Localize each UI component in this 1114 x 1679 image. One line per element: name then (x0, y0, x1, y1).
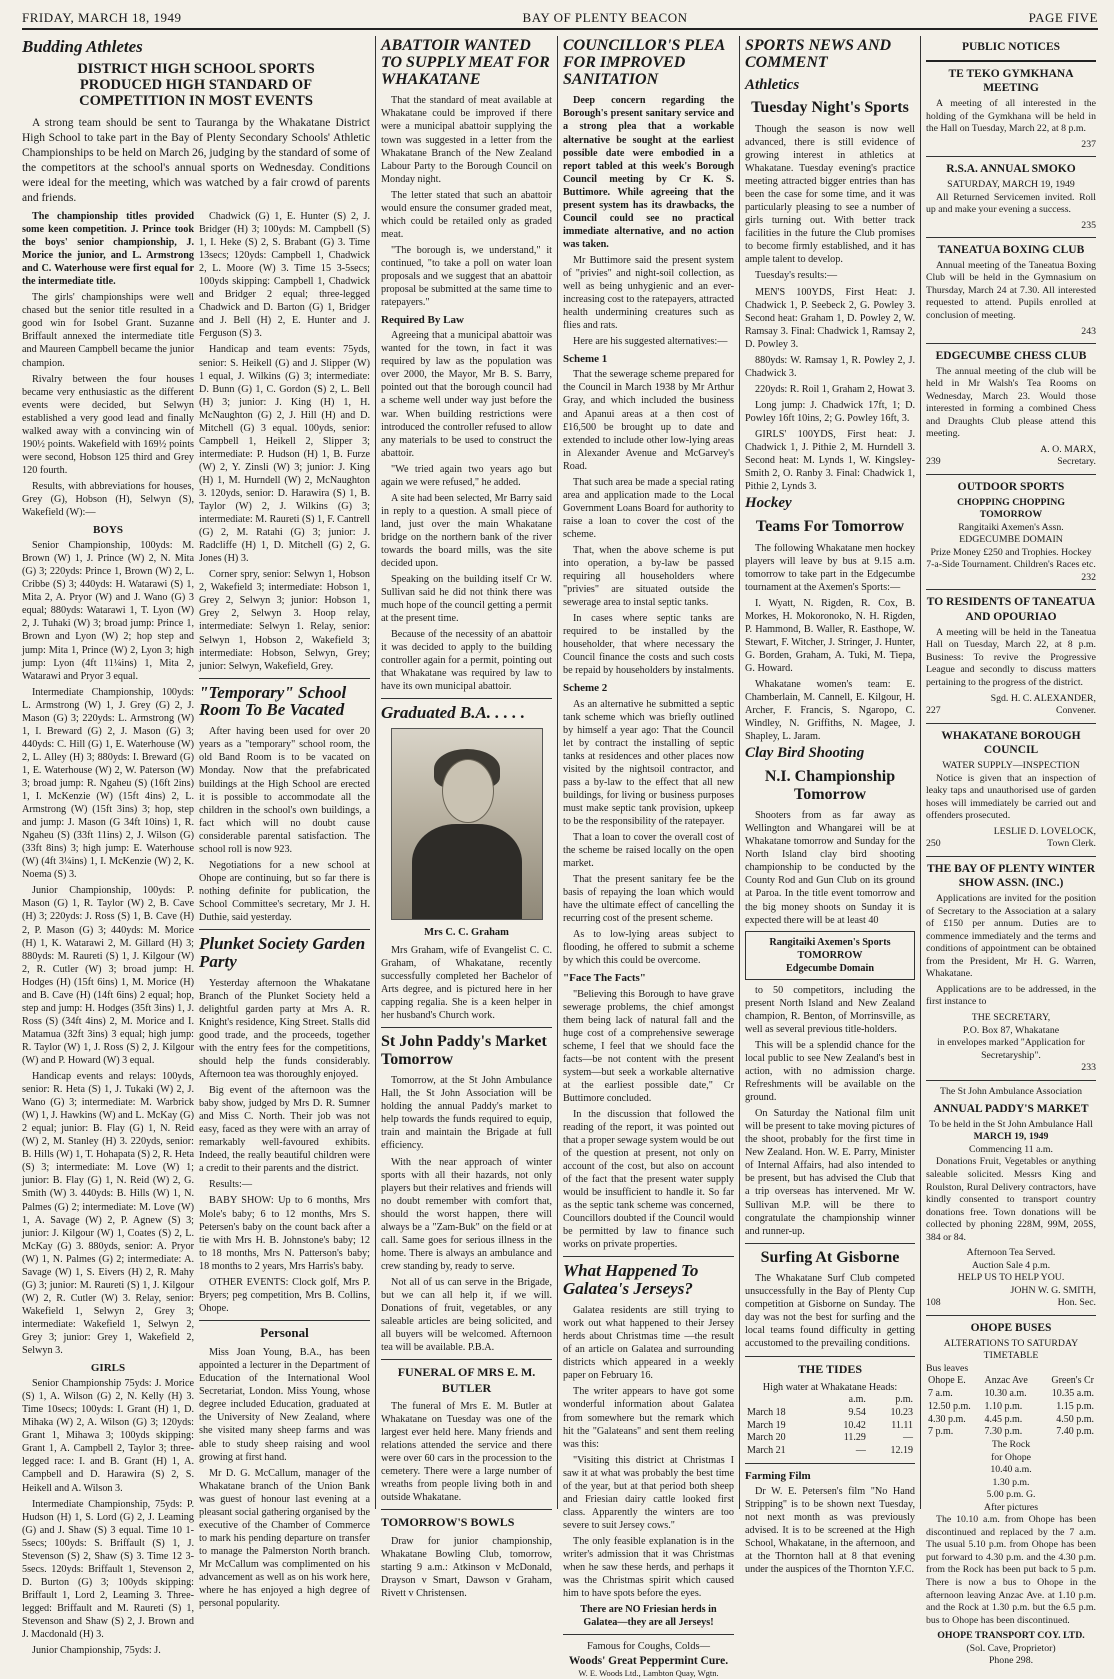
story-lead: Deep concern regarding the Borough's present sanitary service and a strong plea that a workable alternative be sought at the earliest possible date were embodied in a report tabled at this week's Borough Council meeting by Cr K. S. Buttimore. While agreeing that the present system has its drawbacks, the Council could see no practical immediate alternative, and no action was taken. (563, 95, 734, 250)
notice-text: Applications are to be addressed, in the first instance to (926, 983, 1096, 1008)
paragraph: Results:— (209, 1179, 253, 1191)
paragraph: The writer appears to have got some wonderful information about Galatea from somewhere but the remark which hit the "Galateans" and sent them reeling was this: (563, 1386, 734, 1450)
notice-text: The 10.10 a.m. from Ohope has been discontinued and replaced by the 7 a.m. The usual 5.10 p.m. from Ohope has been put forward to 4.30 p.m. and the 4.30 p.m. from the Rock has been put back to 5 p.m. There is now a bus to Ohope in the afternoon leaving Anzac Ave. at 1.10 p.m. and the Rock at 1.30 p.m. but the 6.5 p.m. bus to Ohope has been discontinued. (926, 1514, 1096, 1626)
rock-line: 10.40 a.m. (990, 1464, 1032, 1476)
tide-day: March 19 (747, 1419, 786, 1431)
column-3 (381, 36, 552, 1599)
portrait-photo (391, 728, 543, 920)
tide-pm: — (903, 1432, 913, 1444)
paragraph: "We tried again two years ago but again we were refused," he added. (381, 463, 552, 488)
headline-sports-news: SPORTS NEWS AND COMMENT (745, 37, 892, 71)
tide-am: 11.29 (843, 1432, 866, 1444)
axemen-advert (745, 931, 915, 980)
paragraph: Handicap and team events: 75yds, senior: S. Heikell (G) and J. Slipper (W) 1 equal, J. Wilkins (G) 3; intermediate: D. Bunn (G) 1, C. Gordon (S) 2, L. Bell (H) 3; junior: J. King (H) 1, H. McNaughton (G) 2, J. Hill (H) and D. Mitchell (G) 3 equal. 100yds, senior: Campbell 1, Heikell 2, Slipper 3; intermediate: P. Hudson (H) 1, B. Furze (W) 2, Y. Zinsli (W) 3; junior: J. King (H) 1, M. Hurndell (W) 2, McNaughton 3. 120yds, senior: D. Harawira (S) 1, B. Taylor (W) 2, J. Wilkins (G) 3; intermediate: M. Raureti (S) 1, F. Cantrell (G) 2, M. Ratahi (G) 3; junior: J. Radcliffe (H) 1, D. Mitchell (G) 2, G. Jones (H) 3. (199, 344, 370, 565)
headline-funeral: FUNERAL OF MRS E. M. BUTLER (397, 1365, 536, 1395)
advert-title: Rangitaiki Axemen's Sports (769, 936, 891, 948)
bus-col-header: Green's Cr (1051, 1375, 1094, 1387)
headline-graduated: Graduated B.A. . . . . (381, 703, 526, 723)
notice-line: Auction Sale 4 p.m. (971, 1259, 1051, 1271)
tide-day: March 18 (747, 1406, 786, 1418)
bus-time: 7.30 p.m. (984, 1426, 1023, 1438)
notice-footer (926, 456, 1096, 469)
notice-text: The annual meeting of the club will be held in Mr Walsh's Tea Rooms on Wednesday, March 23. Would those interested in forming a combined Chess and Draughts Club please attend this meeting. (926, 365, 1096, 440)
notice-number: 235 (1081, 219, 1096, 231)
notice-signature: LESLIE D. LOVELOCK, (993, 825, 1096, 837)
bus-time: 4.50 p.m. (1056, 1413, 1094, 1425)
paragraph: Mrs Graham, wife of Evangelist C. C. Graham, of Whakatane, recently successfully completed her Bachelor of Arts degree, and is pictured here in her capping regalia. She is a keen helper in her husband's Church work. (381, 944, 552, 1021)
paragraph: After having been used for over 20 years as a "temporary" school room, the old Band Room is to be vacated on Monday. Now that the prefabricated buildings at the High School are erected it is possible to accommodate all the children in the school's own buildings, a fact which will no doubt cause considerable parental satisfaction. The school roll is now 923. (199, 726, 370, 855)
paragraph: Miss Joan Young, B.A., has been appointed a lecturer in the Department of Education of the International Wool Secretariat, London. Miss Young, whose degree included Education, graduated at the University of New Zealand, where she visited many sheep farms and was able to study sheep raising and wool growing at first hand. (199, 1347, 370, 1463)
paragraph: Galatea residents are still trying to work out what happened to their Jersey herds about Christmas time —the result of an article on Galatea and surrounding districts which appeared in a weekly paper on February 16. (563, 1305, 734, 1382)
divider (745, 1243, 915, 1244)
notice-line: P.O. Box 87, Whakatane (962, 1024, 1060, 1036)
divider (926, 474, 1096, 475)
notice-title: WHAKATANE BOROUGH COUNCIL (941, 729, 1081, 757)
tides-am-header: a.m. (848, 1393, 866, 1405)
paper-name: BAY OF PLENTY BEACON (522, 10, 688, 25)
notice-number: 232 (1081, 571, 1096, 583)
divider (381, 1027, 552, 1028)
subhead-required-by-law: Required By Law (381, 314, 464, 327)
rock-line: After pictures (983, 1501, 1039, 1513)
paragraph: That a loan to cover the overall cost of the scheme be raised locally on the open market. (563, 831, 734, 870)
bus-time: 4.30 p.m. (928, 1413, 966, 1425)
rock-line: 5.00 p.m. G. (986, 1489, 1036, 1501)
notice-title: OHOPE BUSES (970, 1321, 1052, 1334)
kicker-athletics: Athletics (745, 76, 800, 93)
paragraph: As an alternative he submitted a septic tank scheme which was briefly outlined by himself a year ago: That the Council let by contract the installing of septic tanks at residences and other places now visited by the nightsoil contractor, and pass a by-law to the effect that all new buildings, for living or business purposes must make septic tank provision, upkeep to be the responsibility of the ratepayer. (563, 698, 734, 827)
table-row (745, 1420, 915, 1433)
paragraph: The Whakatane Surf Club competed unsuccessfully in the Bay of Plenty Cup competition at Gisborne on Sunday. The day was not the best for surfing and the local teams found difficulty in getting accustomed to the prevailing conditions. (745, 1273, 915, 1350)
headline-ni-championship: N.I. Championship Tomorrow (764, 768, 896, 803)
notice-title: The St John Ambulance Association (939, 1085, 1083, 1097)
column-6-notices (926, 36, 1096, 1667)
paragraph: Chadwick (G) 1, E. Hunter (S) 2, J. Bridger (H) 3; 100yds: M. Campbell (S) 1, I. Heke (S) 2, S. Brabant (G) 3. Time 13secs; 120yds: Campbell 1, Chadwick 2, L. Moore (W) 3. Time 15 3-5secs; 100yds skipping: Campbell 1, Chadwick and Bridger 2 equal; three-legged Chadwick and D. Barton (G) 1, Bridger and J. Bell (H) 2, E. Hunter and J. Ferguson (S) 3. (199, 211, 370, 340)
tide-am: — (855, 1445, 866, 1457)
column-rule (557, 36, 558, 1509)
divider (926, 237, 1096, 238)
notice-text: All Returned Servicemen invited. Roll up and make your evening a success. (926, 191, 1096, 216)
notice-signature: A. O. MARX, (1040, 443, 1096, 455)
paragraph: Though the season is now well advanced, there is still evidence of growing interest in athletics at Whakatane. Tuesday evening's practice meeting attracted bigger entries than has been the case for some time, and it was particularly pleasing to see a number of girls turning out. With better track facilities in the future the Club promises to become firmly established, and it has ample talent to develop. (745, 123, 915, 266)
bus-time: 10.30 a.m. (984, 1387, 1027, 1399)
paragraph: Intermediate Championship, 75yds: P. Hudson (H) 1, S. Lord (G) 2, J. Leaming (G) and J. Shaw (S) 3 equal. Time 10 1-5secs; 100yds: S. Briffault (S) 1, J. Stevenson (S) 2, Shaw (S) 3. Time 12 3-5secs. 120yds: Briffault 1, Stevenson 2, D. Burton (G) 3; 100yds skipping: Briffault 1, Lord 2, Leaming 3. Three-legged: Briffault and M. Raureti (S) 1, Stevenson and Shaw (S) 2, J. Brown and J. Macdonald (H) 3. (22, 1498, 194, 1641)
notice-role: Hon. Sec. (1057, 1297, 1096, 1309)
headline-surfing: Surfing At Gisborne (760, 1248, 900, 1266)
subhead-scheme-2: Scheme 2 (563, 682, 608, 695)
notice-line: TOMORROW (979, 509, 1043, 521)
paragraph: Intermediate Championship, 100yds: L. Armstrong (W) 1, J. Grey (G) 2, J. Mason (G) 3; 220yds: L. Armstrong (W) 1, I. Breward (G) 2, J. Mason (G) 3; 440yds: C. Hill (G) 1, E. Waterhouse (W) 2, L. Alley (H) 3; 880yds: I. Breward (G) 1, E. Waterhouse (W) 2, W. Paterson (W) 3; broad jump: R. Ngaheu (S) (16ft 2ins) 1, I. McKenzie (W) (15ft 4ins) 2, L. Armstrong (W) (15ft 3ins) 3; hop, step and jump: J. Mason (G 34ft 10ins) 1, R. Ngaheu (S) (33ft 11ins) 2, J. Wilson (G) (33ft 8ins) 3; high jump: E. Waterhouse (W) (4ft 3¼ins) 1, I. McKenzie (W) 2, K. Noema (S) 3. (22, 686, 194, 881)
notice-line: Prize Money £250 and Trophies. Hockey 7-a-Side Tournament. Children's Races etc. (926, 546, 1096, 571)
notice-text: Annual meeting of the Taneatua Boxing Club will be held in the Gymnasium on Thursday, March 24 at 7.30. All interested requested to attend. Pupils enrolled at conclusion of meeting. (926, 259, 1096, 321)
paragraph: Negotiations for a new school at Ohope are continuing, but so far there is nothing definite for publication, the School Committee's secretary, Mr J. H. Duthie, said yesterday. (199, 859, 370, 923)
table-row (745, 1445, 915, 1458)
tide-day: March 21 (747, 1445, 786, 1457)
paragraph: There are NO Friesian herds in Galatea—they are all Jerseys! (580, 1604, 717, 1629)
divider (926, 343, 1096, 344)
column-5 (745, 36, 915, 1576)
column-2 (199, 210, 370, 1610)
divider (926, 60, 1096, 62)
tide-am: 9.54 (848, 1406, 866, 1418)
paragraph: Results, with abbreviations for houses, Grey (G), Hobson (H), Selwyn (S), Wakefield (W):— (22, 480, 194, 519)
paragraph: Whakatane women's team: E. Chamberlain, M. Cannell, E. Kilgour, H. Archer, F. Francis, S. Ngaropo, C. Windley, N. Griffiths, N. Magee, J. Shapley, L. Jaram. (745, 679, 915, 743)
notice-signature: JOHN W. G. SMITH, (1010, 1284, 1096, 1296)
paragraph: The following Whakatane men hockey players will leave by bus at 9.15 a.m. tomorrow to take part in the Edgecumbe tournament at the Axemen's Sports:— (745, 542, 915, 593)
paragraph: Corner spry, senior: Selwyn 1, Hobson 2, Wakefield 3; intermediate: Hobson 1, Grey 2, Selwyn 3; junior: Hobson 1, Grey 2, Selwyn 3. Hoop relay, intermediate: Selwyn 1. Relay, senior: Selwyn 1, Hobson 2, Wakefield 3; intermediate: Hobson, Selwyn, Grey; junior: Selwyn, Wakefield, Grey. (199, 569, 370, 672)
bus-time: 4.45 p.m. (984, 1413, 1023, 1425)
notice-line: in envelopes marked "Application for Secretaryship". (937, 1037, 1085, 1061)
sports-results-col1 (22, 210, 194, 1657)
paragraph: The girls' championships were well chased but the senior title resulted in a good win for Isobel Grant. Suzanne Briffault annexed the intermediate title and Maureen Campbell became the junior champion. (22, 292, 194, 369)
section-boys: BOYS (93, 524, 123, 537)
divider (926, 723, 1096, 724)
notice-footer (926, 1297, 1096, 1310)
bus-timetable (926, 1375, 1096, 1439)
paragraph: That, when the above scheme is put into operation, a by-law be passed requiring all householders where "privies" are situated outside the sewerage area to instal septic tanks. (563, 544, 734, 609)
paragraph: This will be a splendid chance for the local public to see New Zealand's best in action, with no admission charge. Refreshments will be available on the ground. (745, 1039, 915, 1104)
paragraph: Mr D. G. McCallum, manager of the Whakatane branch of the Union Bank was guest of honour last evening at a pleasant social gathering organised by the executive of the Chamber of Commerce to mark his pending departure on transfer to manage the Palmerston North branch. Mr McCallum was complimented on his advancement as well as on his work here, where he has enjoyed a high degree of personal popularity. (199, 1467, 370, 1610)
issue-date: FRIDAY, MARCH 18, 1949 (22, 10, 182, 25)
paragraph: That the standard of meat available at Whakatane could be improved if there were a municipal abattoir supplying the town was suggested in a letter from the Whakatane Branch of the New Zealand Labour Party to the Borough Council on Monday night. (381, 95, 552, 185)
paragraph: In the discussion that followed the reading of the report, it was pointed out that a proper sewage system would be out of the question at present, not only on account of the cost, but also on account of the fact that the present water supply would be insufficient to handle it. So far as the septic tank scheme was concerned, Councillors doubted if the Council would be permitted by law to finance such works on private properties. (563, 1108, 734, 1251)
paragraph: Because of the necessity of an abattoir it was decided to apply to the building controller again for a permit, pointing out that Whakatane was required by law to have its own municipal abattoir. (381, 629, 552, 693)
paragraph: Rivalry between the four houses became very enthusiastic as the different events were decided, but Selwyn established a very good lead and finally walked away with a convincing win of 190½ points. Wakefield with 169½ points were second, Hobson 125 third and Grey 120 fourth. (22, 373, 194, 476)
paragraph: "The borough is, we understand," it continued, "to take a poll on water loan proposals and we suggest that an abattoir proposal be submitted at the same time to ratepayers." (381, 244, 552, 309)
notice-text: A meeting of all interested in the holding of the Gymkhana will be held in the Hall on Tuesday, March 22, at 8 p.m. (926, 98, 1096, 135)
divider (381, 698, 552, 699)
paragraph: I. Wyatt, N. Rigden, R. Cox, B. Morkes, H. Mokoronoko, N. H. Rigden, P. Hammond, B. Waller, R. Easthope, W. Stewart, F. Witcher, J. Stringer, J. Hunter, G. Borden, Graham, A. Tuki, M. Tiepa, G. Howard. (745, 597, 915, 674)
bus-col-header: Anzac Ave (984, 1375, 1028, 1387)
paragraph: "Visiting this district at Christmas I saw it at what was probably the best time of the year, but at that period both sheep and Friesian dairy cattle looked first class. Apparently the winters are too severe to suit Jersey cows." (563, 1454, 734, 1531)
tides-table (745, 1394, 915, 1458)
notice-line: MARCH 19, 1949 (973, 1131, 1049, 1143)
paragraph: Draw for junior championship, Whakatane Bowling Club, tomorrow, starting 9 a.m.: Atkinson v McDonald, Drayson v Smart, Dawson v Graham, Rivett v Christensen. (381, 1535, 552, 1599)
rock-line: for Ohope (991, 1451, 1031, 1463)
notice-text: Applications are invited for the position of Secretary to the Association at a salary of £150 per annum. Duties are to commence immediately and the terms and conditions of appointment can be obtained from the President, Mr H. G. Warren, Whakatane. (926, 893, 1096, 980)
tide-am: 10.42 (843, 1419, 866, 1431)
paragraph: As to low-lying areas subject to flooding, he offered to submit a scheme by which this could be overcome. (563, 929, 734, 967)
divider (563, 1634, 734, 1635)
notice-number: 233 (1081, 1062, 1096, 1074)
bus-time: 7 a.m. (928, 1387, 953, 1399)
sports-story-banner (22, 60, 370, 204)
bus-time: 1.10 p.m. (984, 1400, 1023, 1412)
divider (926, 589, 1096, 590)
column-rule (375, 36, 376, 1509)
notice-role: Secretary. (1057, 456, 1096, 468)
tide-day: March 20 (747, 1432, 786, 1444)
notice-line: Afternoon Tea Served. (966, 1247, 1056, 1259)
bus-time: 12.50 p.m. (928, 1400, 971, 1412)
paragraph: Not all of us can serve in the Brigade, but we can all help it, if we will. Donations of fruit, vegetables, or any saleable articles are being solicited, and all buyers will be welcomed. Afternoon tea will be available. P.B.A. (381, 1276, 552, 1354)
paragraph: The funeral of Mrs E. M. Butler at Whakatane on Tuesday was one of the largest ever held here. Many friends and relations attended the service and there were over 60 cars in the procession to the cemetery. There were a large number of wreaths from people living both in and outside Whakatane. (381, 1400, 552, 1504)
public-notices-title: PUBLIC NOTICES (961, 41, 1061, 53)
rock-line: The Rock (991, 1439, 1031, 1451)
notice-line: Rangitaiki Axemen's Assn. (958, 521, 1064, 533)
paragraph: On Saturday the National film unit will be present to take moving pictures of the shoot, probably for the first time in New Zealand. Hon. W. E. Parry, Minister of Internal Affairs, had also intended to be present, but has advised the Club that a trip overseas has intervened. Mr W. Sullivan M.P. will be there to congratulate the championship winner and runner-up. (745, 1108, 915, 1237)
notice-title: TE TEKO GYMKHANA MEETING (948, 67, 1074, 95)
sports-headline: DISTRICT HIGH SCHOOL SPORTS PRODUCED HIGH STANDARD OF COMPETITION IN MOST EVENTS (77, 61, 315, 109)
paragraph: Speaking on the building itself Cr W. Sullivan said he did not think there was much hope of the council getting a permit at the present time. (381, 574, 552, 625)
paragraph: 880yds: W. Ramsay 1, R. Powley 2, J. Chadwick 3. (745, 354, 915, 379)
divider (199, 678, 370, 679)
headline-personal: Personal (260, 1324, 309, 1340)
notice-line: EDGECUMBE DOMAIN (959, 534, 1063, 546)
divider (381, 1359, 552, 1360)
paragraph: With the near approach of winter sports with all their hazards, not only players but their relatives and friends will no doubt remember with comfort that, should the worst happen, there will always be a "Zam-Buk" on the field or at call. Same goes for serious illness in the home. There is always an ambulance and crew standing by, ready to serve. (381, 1156, 552, 1272)
divider (926, 156, 1096, 157)
subhead-face-the-facts: "Face The Facts" (563, 972, 646, 985)
notice-footer (926, 705, 1096, 718)
notice-footer (926, 838, 1096, 851)
paragraph: That the sewerage scheme prepared for the Council in March 1938 by Mr Arthur Gray, and which included the business and Apanui areas at a then cost of £16,500 be brought up to date and extended to include other low-lying areas in Alexander Avenue and McGarvey's Road. (563, 369, 734, 472)
tides-title: THE TIDES (797, 1361, 863, 1376)
paragraph: Yesterday afternoon the Whakatane Branch of the Plunket Society held a delightful garden party at Mrs A. R. Knight's residence, King Street. Stalls did good trade, and the proceeds, together with the entry fees for the competitions, should help the funds considerably. Afternoon tea was thoroughly enjoyed. (199, 977, 370, 1081)
paragraph: 220yds: R. Roil 1, Graham 2, Howat 3. (755, 383, 915, 395)
divider (926, 1080, 1096, 1081)
notice-title: TANEATUA BOXING CLUB (937, 244, 1085, 257)
paragraph: A site had been selected, Mr Barry said in reply to a question. A small piece of land, just over the main Whakatane bridge on the northern bank of the river towards the board mills, was the site decided upon. (381, 492, 552, 570)
notice-number: 237 (1081, 138, 1096, 150)
paragraph: The letter stated that such an abattoir would ensure the consumer graded meat, which could be retailed only as graded meat. (381, 189, 552, 240)
headline-temporary-school-room: "Temporary" School Room To Be Vacated (199, 682, 347, 720)
notice-line: (Sol. Cave, Proprietor) (966, 1642, 1056, 1654)
notice-title: R.S.A. ANNUAL SMOKO (946, 163, 1076, 176)
column-4 (563, 36, 734, 1679)
notice-text: A meeting will be held in the Taneatua Hall on Tuesday, March 22, at 8 p.m. Business: To revive the Progressive League and secondly to discuss matters pertaining to the progress of the district. (926, 626, 1096, 688)
divider (926, 1315, 1096, 1316)
divider (926, 856, 1096, 857)
column-rule (920, 36, 921, 1509)
paragraph: Dr W. E. Petersen's film "No Hand Stripping" is to be shown next Tuesday, not next month as was previously advised. It is to be screened at the High School, Whakatane, in the afternoon, and at the Thornton hall at 8 that evening under the auspices of the Thornton Y.F.C. (745, 1485, 915, 1576)
headline-councillors-plea: COUNCILLOR'S PLEA FOR IMPROVED SANITATION (563, 37, 725, 88)
notice-title: TO RESIDENTS OF TANEATUA AND OPOURIAO (926, 596, 1096, 624)
paragraph: BABY SHOW: Up to 6 months, Mrs Mole's baby; 6 to 12 months, Mrs S. Petersen's baby on the count back after a tie with Mrs H. B. Johnstone's baby; 12 to 18 months, Mrs N. Patterson's baby; 18 months to 2 years, Mrs Harris's baby. (199, 1195, 370, 1272)
paragraph: to 50 competitors, including the present North Island and New Zealand champion, R. Benton, of Morrinsville, as well as several previous title-holders. (745, 984, 915, 1035)
notice-subtitle: WATER SUPPLY—INSPECTION (942, 760, 1080, 772)
paragraph: Shooters from as far away as Wellington and Whangarei will be at Whakatane tomorrow and Sunday for the North Island clay bird shooting championship to be conducted by the County Rod and Gun Club on its ground at Paroa. In the title event tomorrow and the big money shoots on Sunday it is expected there will be at least 40 (745, 810, 915, 926)
notice-title: THE BAY OF PLENTY WINTER SHOW ASSN. (INC.) (926, 862, 1096, 890)
paragraph: In cases where septic tanks are required to be installed by the householder, that where necessary the Council finance the costs and such costs be repaid by householders by instalments. (563, 613, 734, 677)
headline-tuesday-sports: Tuesday Night's Sports (751, 99, 909, 117)
notice-line: To be held in the St John Ambulance Hall (929, 1118, 1093, 1130)
bus-col-header: Ohope E. (928, 1375, 966, 1387)
paragraph: MEN'S 100YDS, First Heat: J. Chadwick 1, P. Seebeck 2, G. Powley 3. Second heat: Graham 1, D. Powley 2, W. Ramsay 3. Final: Chadwick 1, Ramsay 2, D. Powley 3. (745, 286, 915, 350)
paragraph: Senior Championship, 100yds: M. Brown (W) 1, J. Prince (W) 2, N. Mita (G) 3; 220yds: Prince 1, Brown (W) 2, L. Cribbe (S) 3; 440yds: H. Watarawi (S) 1, Mita 2, A. Pryor (W) and J. Wano (G) 3 equal; 880yds: Watarawi 1, T. Lyon (W) 2, J. Tuhaki (W) 3; broad jump: Prince 1, Brown and Lyon (W) 2; hop step and jump: Mita 1, Prince (W) 2, Lyon 3; high jump: Lyon (4ft 11¼ins) 1, Mita 2, Watarawi and Pryor 3 equal. (22, 540, 194, 682)
notice-phone: Phone 298. (988, 1655, 1034, 1667)
notice-number: 239 (926, 456, 941, 468)
headline-paddys-market: St John Paddy's Market Tomorrow (381, 1033, 547, 1068)
tide-pm: 12.19 (890, 1445, 913, 1457)
bus-leaves-label: Bus leaves (926, 1362, 969, 1374)
headline-abattoir: ABATTOIR WANTED TO SUPPLY MEAT FOR WHAKATANE (381, 37, 550, 88)
headline-galatea-jerseys: What Happened To Galatea's Jerseys? (563, 1261, 699, 1299)
paragraph: GIRLS' 100YDS, First heat: J. Chadwick 1, J. Pithie 2, M. Hurndell 3. Second heat: M. Lynds 1, W. Kingsley-Smith 2, O. Ranby 3. Final: Chadwick 1, Pithie 2, Lynds 3. (745, 428, 915, 493)
tide-pm: 10.23 (890, 1406, 913, 1418)
tides-pm-header: p.m. (895, 1393, 913, 1405)
notice-number: 250 (926, 838, 941, 850)
kicker-hockey: Hockey (745, 495, 792, 512)
divider (745, 1356, 915, 1357)
notice-number: 108 (926, 1297, 941, 1309)
photo-caption: Mrs C. C. Graham (424, 927, 509, 939)
subhead-scheme-1: Scheme 1 (563, 353, 608, 366)
notice-title: EDGECUMBE CHESS CLUB (935, 350, 1087, 363)
divider (381, 1509, 552, 1510)
paragraph: Long jump: J. Chadwick 17ft, 1; D. Powley 16ft 10ins, 2; G. Powley 16ft, 3. (745, 399, 915, 424)
kicker-budding-athletes: Budding Athletes (22, 37, 143, 56)
column-rule (739, 36, 740, 1509)
notice-line: CHOPPING CHOPPING (956, 496, 1066, 508)
paragraph: That the present sanitary fee be the basis of repaying the loan which would have the ultimate effect of cancelling the recurring cost of the present scheme. (563, 874, 734, 925)
paragraph: Agreeing that a municipal abattoir was wanted for the town, in fact it was required by law as the population was over 2000, the Mayor, Mr B. S. Barry, pointed out that the borough council had a scheme well under way just before the war. When building restrictions were introduced the controller refused to allow any materials to be used to construct the abattoir. (381, 330, 552, 459)
sports-intro: A strong team should be sent to Tauranga by the Whakatane District High School to take part in the Bay of Plenty Secondary Schools' Athletic Championships to be held on March 26, judging by the standard of some of the competitors at the school's annual sports on Wednesday. Conditions were ideal for the meeting, which was watched by a fair crowd of parents and friends. (22, 116, 370, 204)
paragraph: OTHER EVENTS: Clock golf, Mrs P. Bryers; peg competition, Mrs B. Collins, Ohope. (199, 1276, 370, 1314)
notice-signature: Sgd. H. C. ALEXANDER, (990, 692, 1096, 704)
notice-number: 227 (926, 705, 941, 717)
advert-maker: W. E. Woods Ltd., Lambton Quay, Wgtn. (578, 1668, 719, 1679)
notice-text: Donations Fruit, Vegetables or anything saleable solicited. Messrs King and Roulston, Rural Delivery contractors, have kindly consented to transport country donations free. Town donations will be collected by phoning 228M, 99M, 205S, 384 or 84. (926, 1156, 1096, 1243)
advert-venue: Edgecumbe Domain (785, 962, 874, 974)
notice-text: Notice is given that an inspection of leaky taps and unauthorised use of garden hoses will immediately be carried out and offenders prosecuted. (926, 772, 1096, 822)
tides-subtitle: High water at Whakatane Heads: (762, 1381, 898, 1393)
advert-product: Woods' Great Peppermint Cure. (568, 1654, 729, 1667)
notice-subtitle: ANNUAL PADDY'S MARKET (933, 1103, 1089, 1116)
notice-line: Commencing 11 a.m. (969, 1143, 1053, 1155)
paragraph: The only feasible explanation is in the writer's admission that it was Christmas when he saw these herds, and perhaps it was the Christmas spirit which caused him to have spots before the eyes. (563, 1535, 734, 1600)
notice-date: SATURDAY, MARCH 19, 1949 (947, 179, 1075, 190)
headline-bowls: TOMORROW'S BOWLS (381, 1515, 515, 1530)
bus-time: 7.40 p.m. (1056, 1426, 1094, 1438)
rock-line: 1.30 p.m. (992, 1476, 1030, 1488)
advert-line: Famous for Coughs, Colds— (586, 1641, 711, 1653)
kicker-clay-bird: Clay Bird Shooting (745, 745, 865, 762)
page-number: PAGE FIVE (1028, 10, 1098, 25)
paragraph: Tomorrow, at the St John Ambulance Hall, the St John Association will be holding the annual Paddy's market to help towards the funds required to equip, train and maintain the Brigade at full efficiency. (381, 1075, 552, 1152)
paragraph: Handicap events and relays: 100yds, senior: R. Heta (S) 1, J. Tukaki (W) 2, J. Wano (G) 3; intermediate: M. Warbrick (W) 1, J. Hawkins (W) and L. McKay (G) 2 equal; junior: B. Flay (G) 1, N. Reid (W) 2, M. Stanley (H) 3. 220yds, senior: B. Hills (W) 1, T. Hohapata (S) 2, R. Heta (S) 3; intermediate: M. Love (W) 1; junior: B. Flay (G) 1, N. Reid (W) 2, G. Smith (W) 3. 440yds: B. Hills (W) 1, N. Palmes (G) 2; intermediate: M. Love (W) 1, A. Savage (W) 2, P. Agnew (S) 3; junior: J. Kilgour (W) 1, Coates (S) 2, L. McKay (G) 3. 880yds, senior: A. Pryor (W) 1, N. Palmes (G) 2; intermediate: A. Savage (W) 1, S. Eivers (H) 2, R. Mahy (G) 3; junior: M. Raureti (S) 1, J. Kilgour (W) 2, R. Cutler (W) 3. Relay, senior: Wakefield 1, Selwyn 2, Grey 3; intermediate: Wakefield 1, Selwyn 2, Grey 3; junior: Grey 1, Wakefield 2, Selwyn 3. (22, 1071, 194, 1357)
section-girls: GIRLS (90, 1362, 126, 1375)
headline-plunket-garden-party: Plunket Society Garden Party (199, 934, 366, 971)
paragraph: Junior Championship, 75yds: J. (32, 1645, 161, 1657)
notice-line: HELP US TO HELP YOU. (957, 1272, 1065, 1284)
advert-day: TOMORROW (797, 949, 863, 961)
bus-time: 7 p.m. (928, 1426, 954, 1438)
notice-signature: OHOPE TRANSPORT COY. LTD. (937, 1630, 1085, 1642)
table-row (926, 1414, 1096, 1427)
paragraph: Mr Buttimore said the present system of "privies" and night-soil collection, as well as being unhygienic and an ever-increasing cost to the ratepayers, attracted health undermining creatures such as flies and rats. (563, 254, 734, 332)
subhead-farming-film: Farming Film (745, 1469, 811, 1482)
divider (563, 1256, 734, 1257)
notice-line: THE SECRETARY, (971, 1011, 1051, 1023)
paragraph: Big event of the afternoon was the baby show, judged by Mrs D. R. Sumner and Miss C. North. Their job was not easy, faced as they were with an array of remarkably well-favoured exhibits. Indeed, the really beautiful children were a credit to their parents and the district. (199, 1085, 370, 1175)
masthead (22, 6, 1098, 30)
notice-role: Town Clerk. (1047, 838, 1096, 850)
tide-pm: 11.11 (891, 1419, 913, 1431)
paragraph: Tuesday's results:— (755, 270, 838, 282)
table-row (926, 1388, 1096, 1401)
sports-lead: The championship titles provided some keen competition. J. Prince took the boys' senior championship, J. Morice the junior, and L. Armstrong and C. Waterhouse were first equal for the intermediate title. (22, 211, 194, 288)
paragraph: Here are his suggested alternatives:— (573, 336, 728, 348)
notice-title: OUTDOOR SPORTS (957, 481, 1065, 493)
notice-number: 243 (1081, 325, 1096, 337)
notice-role: Convener. (1056, 705, 1096, 717)
divider (199, 929, 370, 930)
paragraph: Senior Championship 75yds: J. Morice (S) 1, A. Wilson (G) 2, N. Kelly (H) 3. Time 10secs; 100yds: I. Grant (H) 1, D. Mihaka (W) 2, A. Wilson (G) 3; 120yds: Grant 1, Mihawa 3; 100yds skipping: Grant 1, A. Campbell 2, Taylor 3; three-legged race: I. and B. Grant (H) 1, A. Campbell and D. Harawira (S) 2, S. Heikell and A. Wilson 3. (22, 1378, 194, 1494)
paragraph: That such area be made a special rating area and application made to the Local Government Loans Board for authority to raise a loan to cover the cost of the scheme. (563, 476, 734, 540)
bus-time: 10.35 a.m. (1051, 1387, 1094, 1399)
table-row (926, 1426, 1096, 1439)
paragraph: Junior Championship, 100yds: P. Mason (G) 1, R. Taylor (W) 2, B. Cave (H) 3; 220yds: J. Ross (S) 1, B. Cave (H) 2, P. Mason (G) 3; 440yds: M. Morice (H) 1, K. Watarawi 2, M. Gillard (H) 3; 880yds: M. Raureti (S) 1, J. Kilgour (W) 2, R. Cutler (W) 3; broad jump: H. Hodges (H) (15ft 6ins) 1, M. Morice (H) and B. Cave (H) (14ft 6ins) 2 equal; hop, step and jump: H. Hodges (35ft 3ins) 1, J. Ross (S) (34ft 4ins) 2, M. Morice and I. Matamua (32ft 3ins) 3 equal; high jump: R. Taylor (W) 1, J. Ross (S) 2, J. Kilgour (W) and P. Howard (W) 3 equal. (22, 885, 194, 1066)
divider (745, 1463, 915, 1464)
headline-teams-tomorrow: Teams For Tomorrow (755, 517, 905, 535)
table-row (745, 1432, 915, 1445)
notice-subtitle: ALTERATIONS TO SATURDAY TIMETABLE (943, 1337, 1079, 1362)
paragraph: "Believing this Borough to have grave sewerage problems, the chief amongst them being lack of natural fall and the huge cost of a comprehensive sewerage scheme, I feel that we should face the facts—be not content with the present system—but seek a workable alternative at the earliest possible date," Cr Buttimore concluded. (563, 988, 734, 1104)
table-row (745, 1407, 915, 1420)
table-row (926, 1401, 1096, 1414)
bus-time: 1.15 p.m. (1056, 1400, 1094, 1412)
divider (199, 1320, 370, 1321)
